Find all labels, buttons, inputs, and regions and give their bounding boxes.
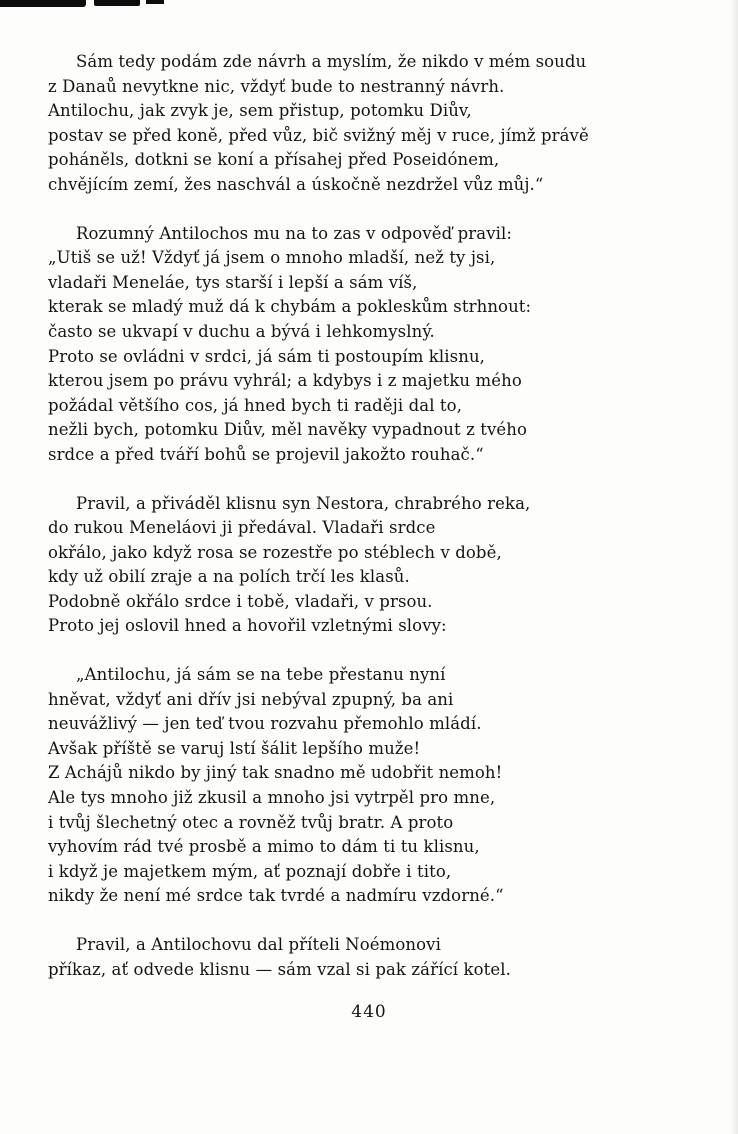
text-line: Sám tedy podám zde návrh a myslím, že nikdo v mém soudu (76, 52, 587, 71)
page-number: 440 (351, 1002, 387, 1022)
text-line: Pravil, a Antilochovu dal příteli Noémonovi (76, 935, 441, 954)
paragraph (48, 50, 698, 198)
text-line: Z Achájů nikdo by jiný tak snadno mě udobřit nemoh! (48, 763, 503, 783)
text-line: nikdy že není mé srdce tak tvrdé a nadmíru vzdorné.“ (48, 886, 504, 906)
text-line: do rukou Meneláovi ji předával. Vladaři srdce (48, 518, 436, 538)
paragraph (48, 663, 698, 909)
page-text (48, 50, 698, 1006)
scan-edge-shadow (730, 0, 738, 1134)
text-line: Proto jej oslovil hned a hovořil vzletnými slovy: (48, 616, 447, 636)
scan-artifact-top (94, 0, 140, 6)
text-line: požádal většího cos, já hned bych ti raději dal to, (48, 395, 463, 415)
scan-artifact-top (0, 0, 86, 7)
text-line: „Antilochu, já sám se na tebe přestanu nyní (76, 665, 446, 685)
text-line: „Utiš se už! Vždyť já jsem o mnoho mladší, než ty jsi, (48, 248, 496, 268)
text-line: často se ukvapí v duchu a bývá i lehkomyslný. (48, 321, 435, 341)
text-line: poháněls, dotkni se koní a přísahej před Poseidónem, (48, 150, 500, 170)
paragraph (48, 492, 698, 640)
text-line: Ale tys mnoho již zkusil a mnoho jsi vytrpěl pro mne, (48, 788, 496, 808)
scan-artifact-top (146, 0, 164, 4)
text-line: Podobně okřálo srdce i tobě, vladaři, v prsou. (48, 591, 433, 611)
text-line: i když je majetkem mým, ať poznají dobře i tito, (48, 861, 452, 881)
text-line: Pravil, a přiváděl klisnu syn Nestora, chrabrého reka, (76, 493, 531, 513)
text-line: Rozumný Antilochos mu na to zas v odpověď pravil: (76, 223, 513, 243)
text-line: okřálo, jako když rosa se rozestře po stéblech v době, (48, 542, 502, 562)
text-line: postav se před koně, před vůz, bič svižný měj v ruce, jímž právě (48, 125, 589, 145)
text-line: vyhovím rád tvé prosbě a mimo to dám ti tu klisnu, (48, 837, 480, 857)
text-line: hněvat, vždyť ani dřív jsi nebýval zpupný, ba ani (48, 689, 454, 709)
text-line: z Danaů nevytkne nic, vždyť bude to nestranný návrh. (48, 76, 505, 96)
text-line: nežli bych, potomku Diův, měl navěky vypadnout z tvého (48, 420, 528, 440)
text-line: chvějícím zemí, žes naschvál a úskočně nezdržel vůz můj.“ (48, 174, 544, 194)
text-line: srdce a před tváří bohů se projevil jakožto rouhač.“ (48, 444, 484, 464)
text-line: Avšak příště se varuj lstí šálit lepšího muže! (48, 738, 421, 758)
text-line: i tvůj šlechetný otec a rovněž tvůj bratr. A proto (48, 812, 454, 832)
text-line: kterou jsem po právu vyhrál; a kdybys i z majetku mého (48, 371, 522, 391)
paragraph (48, 933, 698, 982)
text-line: vladaři Meneláe, tys starší i lepší a sám víš, (48, 272, 418, 292)
text-line: příkaz, ať odvede klisnu — sám vzal si pak zářící kotel. (48, 959, 511, 979)
paragraph (48, 222, 698, 468)
text-line: kdy už obilí zraje a na polích trčí les klasů. (48, 567, 410, 587)
text-line: neuvážlivý — jen teď tvou rozvahu přemohlo mládí. (48, 714, 482, 734)
text-line: kterak se mladý muž dá k chybám a pokleskům strhnout: (48, 297, 532, 317)
text-line: Proto se ovládni v srdci, já sám ti postoupím klisnu, (48, 346, 486, 366)
text-line: Antilochu, jak zvyk je, sem přistup, potomku Diův, (48, 101, 472, 121)
